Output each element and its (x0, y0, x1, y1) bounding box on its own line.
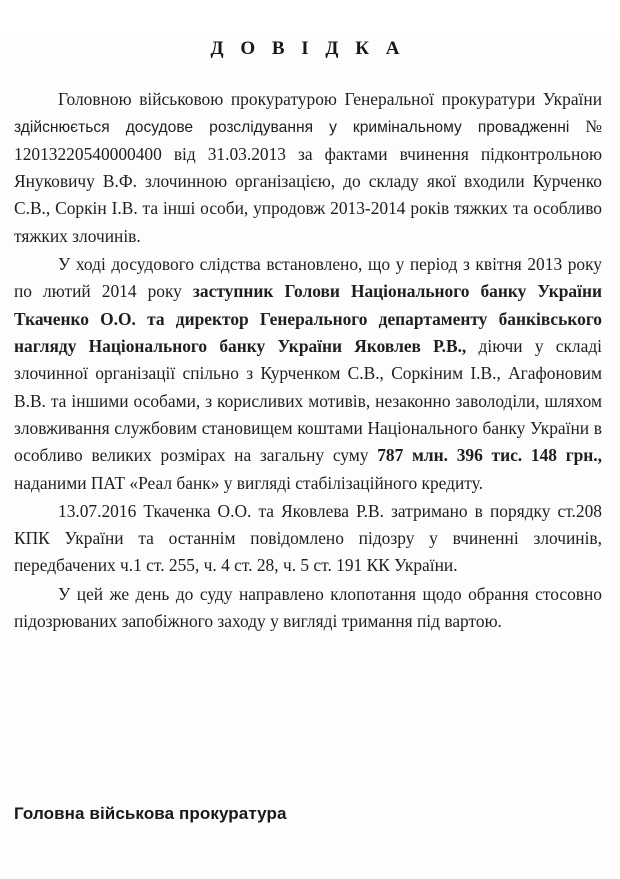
document-page (0, 38, 620, 879)
page-title: Д О В І Д К А (210, 38, 406, 59)
text-run: 787 млн. 396 тис. 148 грн., (377, 445, 602, 466)
paragraph-detention (14, 498, 602, 580)
text-run: та директор Генерального департаменту банківського нагляду Національного банку України Яковлев Р.В., (14, 308, 602, 356)
paragraph-findings (14, 251, 602, 497)
text-run: У ході досудового слідства встановлено, що у період з квітня 2013 року по лютий 2014 року (14, 254, 602, 302)
text-run: здійснюється досудове розслідування у кримінальному провадженні (14, 119, 570, 137)
paragraph-intro (14, 86, 602, 250)
paragraph-motion (14, 581, 602, 636)
text-run: У цей же день до суду направлено клопотання щодо обрання стосовно підозрюваних запобіжного заходу у вигляді тримання під вартою. (14, 583, 602, 632)
text-run: 13.07.2016 Ткаченка О.О. та Яковлева Р.В. затримано в порядку ст.208 КПК України та останнім повідомлено підозру у вчиненні злочинів, передбачених ч.1 ст. 255, ч. 4 ст. 28, ч. 5 ст. 191 КК України. (14, 500, 602, 576)
signature-line: Головна військова прокуратура (14, 804, 287, 824)
text-run: наданими ПАТ «Реал банк» у вигляді стабілізаційного кредиту. (14, 472, 483, 493)
text-run: заступник Голови Національного банку України Ткаченко О.О. (14, 281, 602, 329)
signature-spacer (14, 636, 602, 726)
text-run: Головною військовою прокуратурою Генеральної прокуратури України (58, 89, 602, 109)
text-run: діючи у складі злочинної організації спільно з Курченком С.В., Соркіним І.В., Агафоновим В.В. та іншими особами, з корисливих мотивів, незаконно заволоділи, шляхом зловживання службовим становищем коштами Національного банку України в особливо великих розмірах на загальну суму (14, 335, 603, 466)
text-run: № 12013220540000400 від 31.03.2013 за фактами вчинення підконтрольною Януковичу В.Ф. злочинною організацією, до складу якої входили Курченко С.В., Соркін І.В. та інші особи, упродовж 2013-2014 років тяжких та особливо тяжких злочинів. (14, 116, 602, 246)
